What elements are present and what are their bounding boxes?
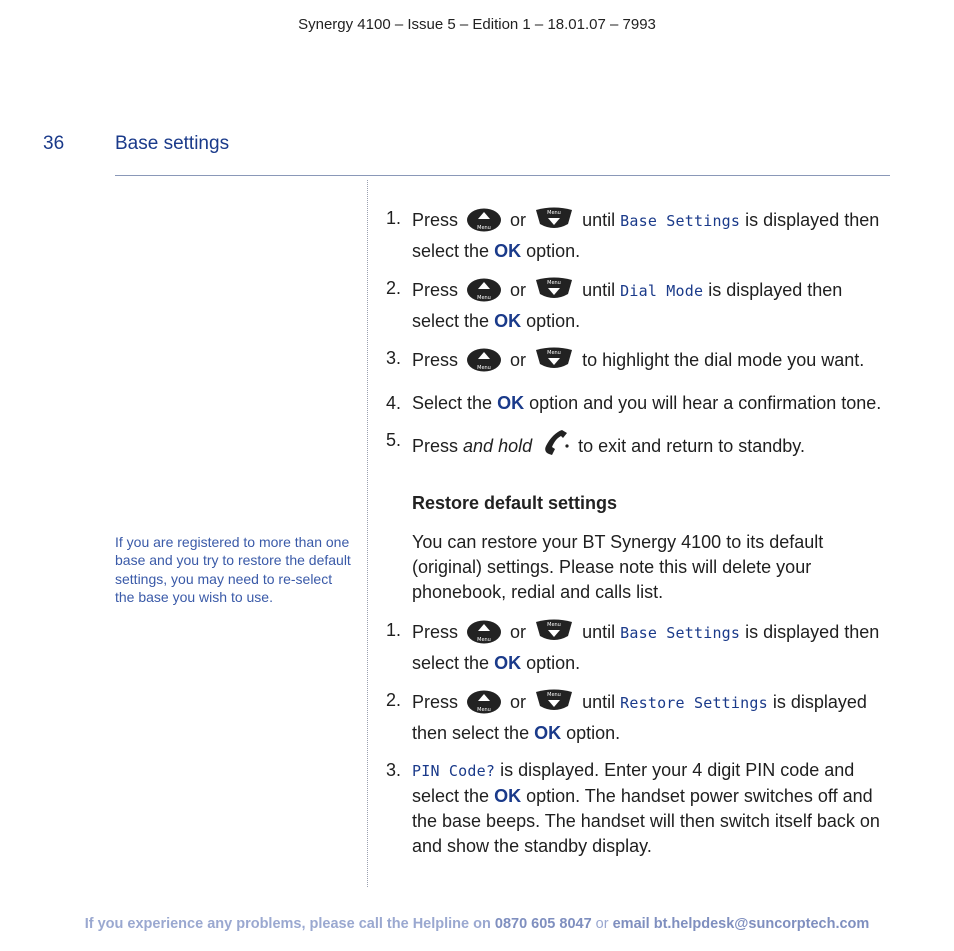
step: 4. Select the OK option and you will hear a confirmation tone.: [386, 393, 882, 413]
step: 1. Press Menu or Menu until Base Settings is displayed then select the OK option.: [386, 620, 880, 673]
document-header: Synergy 4100 – Issue 5 – Edition 1 – 18.01.07 – 7993: [298, 16, 656, 33]
menu-up-key-icon: [466, 206, 502, 239]
svg-text:Menu: Menu: [477, 295, 491, 301]
restore-intro: You can restore your BT Synergy 4100 to its default (original) settings. Please note this will delete your phonebook, redial and calls list.: [412, 532, 824, 602]
menu-down-key-icon: [534, 618, 574, 651]
svg-text:Menu: Menu: [547, 210, 561, 216]
dial-mode-steps: [386, 206, 891, 477]
svg-text:Menu: Menu: [477, 707, 491, 713]
menu-up-key-icon: [466, 346, 502, 379]
menu-down-key-icon: [534, 206, 574, 239]
menu-up-key-icon: [466, 688, 502, 721]
menu-down-key-icon: [534, 276, 574, 309]
svg-text:Menu: Menu: [547, 280, 561, 286]
step: 3. PIN Code? is displayed. Enter your 4 digit PIN code and select the OK option. The handset power switches off and the base beeps. The handset will then switch itself back on and show the standby display.: [386, 760, 880, 856]
svg-text:Menu: Menu: [477, 637, 491, 643]
svg-text:Menu: Menu: [477, 225, 491, 231]
menu-down-key-icon: [534, 346, 574, 379]
step: 5. Press and hold to exit and return to standby.: [386, 428, 891, 465]
step: 3. Press Menu or Menu to highlight the dial mode you want.: [386, 346, 891, 379]
end-call-icon: [540, 428, 570, 465]
header-rule: [115, 175, 890, 176]
helpline-footer: If you experience any problems, please call the Helpline on 0870 605 8047 or email bt.helpdesk@suncorptech.com: [84, 916, 870, 932]
sidebar-note: If you are registered to more than one base and you try to restore the default settings, you may need to re-select the base you wish to use.: [115, 534, 351, 605]
step: 2. Press Menu or Menu until Restore Settings is displayed then select the OK option.: [386, 690, 867, 743]
svg-text:Menu: Menu: [547, 622, 561, 628]
column-divider: [367, 180, 368, 887]
step: 2. Press Menu or Menu until Dial Mode is displayed then select the OK option.: [386, 278, 843, 331]
restore-steps: [386, 618, 891, 871]
menu-up-key-icon: [466, 276, 502, 309]
svg-text:Menu: Menu: [547, 350, 561, 356]
menu-down-key-icon: [534, 688, 574, 721]
section-title: Base settings: [115, 133, 230, 154]
svg-text:Menu: Menu: [547, 692, 561, 698]
helpline-phone: 0870 605 8047: [494, 916, 592, 932]
step: 1. Press Menu or Menu until Base Settings is displayed then select the OK option.: [386, 208, 880, 261]
svg-text:Menu: Menu: [477, 365, 491, 371]
helpline-email: email bt.helpdesk@suncorptech.com: [612, 916, 870, 932]
restore-heading: Restore default settings: [412, 493, 618, 513]
menu-up-key-icon: [466, 618, 502, 651]
page-number: 36: [43, 133, 65, 154]
